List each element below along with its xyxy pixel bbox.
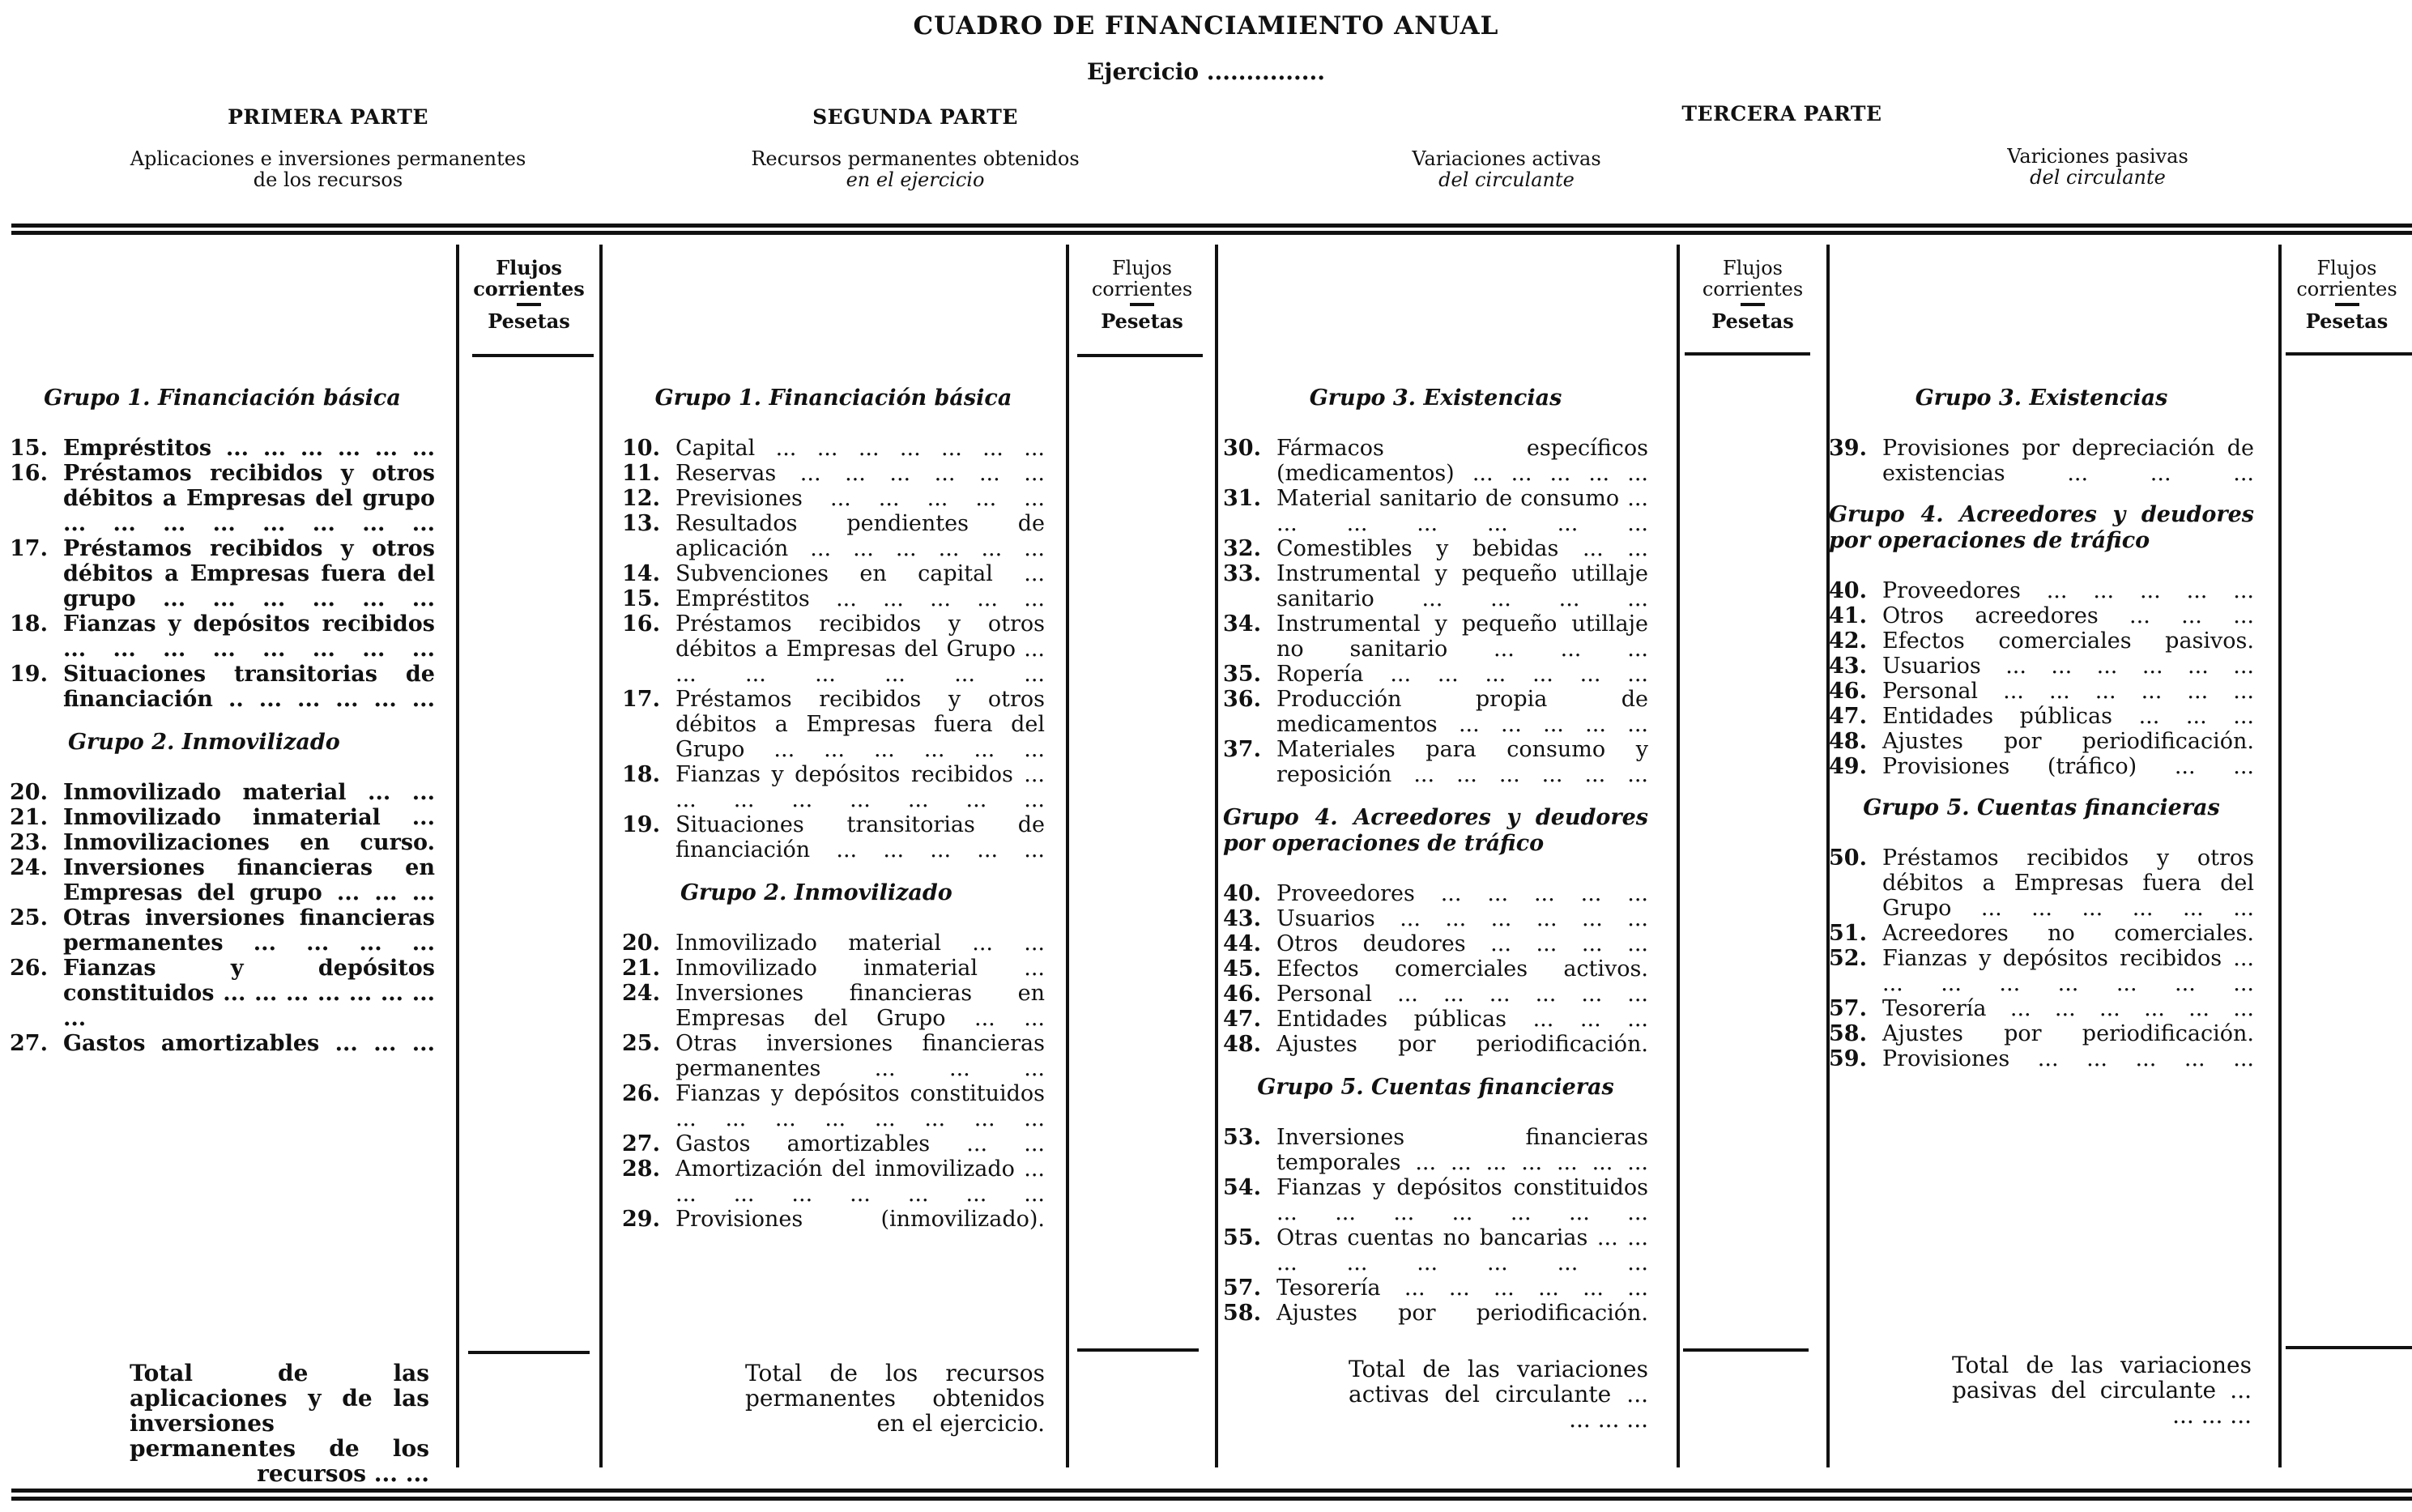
subtitle-line: Variaciones activas: [1412, 147, 1601, 170]
account-label: Préstamos recibidos y otros débitos a Empresas del grupo ... ... ... ... ... ... ... ...: [63, 461, 435, 536]
account-item: [1223, 662, 1648, 687]
account-number: 46.: [1829, 679, 1867, 704]
column-divider: [1677, 245, 1680, 1467]
top-rule: [11, 231, 2412, 235]
account-item: [1223, 737, 1648, 787]
account-label: Inversiones financieras en Empresas del Grupo ... ...: [675, 981, 1045, 1031]
total-rule: [2286, 1346, 2412, 1349]
account-number: 21.: [10, 805, 48, 830]
account-label: Previsiones ... ... ... ... ...: [675, 486, 1045, 511]
column-recursos: [622, 385, 1045, 1232]
account-number: 47.: [1829, 704, 1867, 729]
account-label: Proveedores ... ... ... ... ...: [1882, 578, 2254, 603]
group-heading: Grupo 1. Financiación básica: [44, 385, 401, 411]
account-label: Materiales para consumo y reposición ... ... ... ... ... ...: [1276, 737, 1648, 787]
account-item: [1829, 603, 2254, 628]
account-label: Instrumental y pequeño utillaje no sanitario ... ... ...: [1276, 611, 1648, 662]
account-label: Ajustes por periodificación.: [1276, 1032, 1648, 1057]
account-number: 41.: [1829, 603, 1867, 628]
flujos-underline: [1077, 354, 1203, 357]
item-list: [1223, 1125, 1648, 1326]
account-number: 52.: [1829, 946, 1867, 971]
account-number: 11.: [622, 461, 660, 486]
account-number: 34.: [1223, 611, 1261, 637]
pesetas-label: Pesetas: [2305, 309, 2389, 333]
account-number: 40.: [1223, 881, 1261, 906]
account-item: [622, 461, 1045, 486]
account-item: [10, 436, 435, 461]
account-number: 39.: [1829, 436, 1867, 461]
account-number: 15.: [622, 586, 660, 611]
account-item: [1829, 729, 2254, 754]
account-number: 27.: [10, 1031, 48, 1056]
account-item: [622, 436, 1045, 461]
flujos-header-3: [1680, 258, 1826, 332]
account-item: [1829, 845, 2254, 921]
account-item: [1223, 1007, 1648, 1032]
account-item: [1829, 1021, 2254, 1046]
account-label: Empréstitos ... ... ... ... ... ...: [63, 436, 435, 461]
bottom-rule: [11, 1497, 2412, 1501]
account-label: Usuarios ... ... ... ... ... ...: [1882, 654, 2254, 679]
account-item: [622, 1031, 1045, 1081]
group-heading: Grupo 5. Cuentas financieras: [1863, 795, 2220, 820]
account-number: 43.: [1223, 906, 1261, 931]
account-label: Efectos comerciales pasivos.: [1882, 628, 2254, 654]
account-label: Instrumental y pequeño utillaje sanitario ... ... ... ...: [1276, 561, 1648, 611]
account-item: [622, 931, 1045, 956]
account-label: Inversiones financieras en Empresas del grupo ... ... ...: [63, 855, 435, 905]
account-number: 35.: [1223, 662, 1261, 687]
account-label: Fianzas y depósitos constituidos ... ... ... ... ... ... ... ...: [63, 956, 435, 1031]
subtitle-line: Recursos permanentes obtenidos: [751, 147, 1080, 170]
account-number: 30.: [1223, 436, 1261, 461]
account-label: Otros acreedores ... ... ...: [1882, 603, 2254, 628]
account-item: [1223, 436, 1648, 486]
account-number: 25.: [622, 1031, 660, 1056]
account-number: 15.: [10, 436, 48, 461]
account-label: Préstamos recibidos y otros débitos a Empresas fuera del grupo ... ... ... ... ... ...: [63, 536, 435, 611]
account-label: Inversiones financieras temporales ... ... ... ... ... ... ...: [1276, 1125, 1648, 1175]
group-heading: Grupo 4. Acreedores y deudores por operaciones de tráfico: [1223, 805, 1648, 856]
account-number: 37.: [1223, 737, 1261, 762]
item-list: [1223, 881, 1648, 1057]
account-label: Préstamos recibidos y otros débitos a Empresas del Grupo ... ... ... ... ... ... ...: [675, 611, 1045, 687]
account-item: [1829, 704, 2254, 729]
account-label: Capital ... ... ... ... ... ... ...: [675, 436, 1045, 461]
dash-separator: [2335, 303, 2359, 306]
account-label: Comestibles y bebidas ... ...: [1276, 536, 1648, 561]
tercera-parte-label: TERCERA PARTE: [1681, 102, 1882, 126]
account-item: [622, 486, 1045, 511]
item-list: [622, 931, 1045, 1232]
group-heading: Grupo 2. Inmovilizado: [680, 880, 952, 905]
account-item: [622, 812, 1045, 862]
item-list: [622, 436, 1045, 862]
account-label: Gastos amortizables ... ...: [675, 1131, 1045, 1156]
account-label: Fármacos específicos (medicamentos) ... ... ... ... ...: [1276, 436, 1648, 486]
account-number: 19.: [622, 812, 660, 837]
account-number: 48.: [1829, 729, 1867, 754]
account-number: 32.: [1223, 536, 1261, 561]
account-label: Situaciones transitorias de financiación .. ... ... ... ... ...: [63, 662, 435, 712]
account-number: 16.: [622, 611, 660, 637]
account-item: [1223, 561, 1648, 611]
account-item: [1223, 931, 1648, 956]
account-number: 44.: [1223, 931, 1261, 956]
flujos-line: Flujos: [1112, 257, 1172, 279]
account-item: [1223, 1032, 1648, 1057]
account-label: Otras inversiones financieras permanentes ... ... ... ...: [63, 905, 435, 956]
account-number: 53.: [1223, 1125, 1261, 1150]
column-variaciones-pasivas: [1829, 385, 2254, 1071]
account-number: 58.: [1829, 1021, 1867, 1046]
flujos-underline: [472, 354, 594, 357]
account-item: [10, 611, 435, 662]
account-number: 13.: [622, 511, 660, 536]
account-number: 58.: [1223, 1301, 1261, 1326]
group-heading: Grupo 2. Inmovilizado: [68, 730, 340, 755]
account-number: 51.: [1829, 921, 1867, 946]
account-label: Resultados pendientes de aplicación ... ... ... ... ... ...: [675, 511, 1045, 561]
account-label: Provisiones (tráfico) ... ...: [1882, 754, 2254, 779]
account-number: 21.: [622, 956, 660, 981]
item-list: [10, 436, 435, 712]
account-item: [622, 1081, 1045, 1131]
account-number: 17.: [10, 536, 48, 561]
flujos-underline: [1685, 352, 1810, 356]
subtitle-line: Variciones pasivas: [2007, 145, 2188, 168]
account-number: 59.: [1829, 1046, 1867, 1071]
account-item: [10, 956, 435, 1031]
group-heading: Grupo 4. Acreedores y deudores por operaciones de tráfico: [1829, 502, 2254, 553]
account-label: Préstamos recibidos y otros débitos a Empresas fuera del Grupo ... ... ... ... ... ...: [1882, 845, 2254, 921]
account-item: [10, 536, 435, 611]
account-item: [1223, 881, 1648, 906]
dash-separator: [1130, 303, 1154, 306]
account-label: Ajustes por periodificación.: [1276, 1301, 1648, 1326]
account-number: 49.: [1829, 754, 1867, 779]
account-label: Otras cuentas no bancarias ... ... ... ... ... ... ... ...: [1276, 1225, 1648, 1276]
account-number: 55.: [1223, 1225, 1261, 1250]
item-list: [1829, 436, 2254, 486]
item-list: [1223, 436, 1648, 787]
account-item: [622, 586, 1045, 611]
account-item: [10, 805, 435, 830]
column-divider: [599, 245, 603, 1467]
account-number: 45.: [1223, 956, 1261, 982]
account-label: Tesorería ... ... ... ... ... ...: [1882, 996, 2254, 1021]
account-number: 33.: [1223, 561, 1261, 586]
account-label: Provisiones por depreciación de existencias ... ... ...: [1882, 436, 2254, 486]
account-number: 19.: [10, 662, 48, 687]
account-label: Fianzas y depósitos recibidos ... ... ... ... ... ... ... ...: [63, 611, 435, 662]
account-number: 47.: [1223, 1007, 1261, 1032]
account-item: [1829, 754, 2254, 779]
top-rule: [11, 224, 2412, 228]
account-label: Fianzas y depósitos recibidos ... ... ... ... ... ... ... ...: [1882, 946, 2254, 996]
account-number: 29.: [622, 1207, 660, 1232]
account-label: Provisiones (inmovilizado).: [675, 1207, 1045, 1232]
flujos-line: corrientes: [473, 277, 585, 300]
account-label: Entidades públicas ... ... ...: [1882, 704, 2254, 729]
account-item: [622, 687, 1045, 762]
column-divider: [1215, 245, 1218, 1467]
column-divider: [456, 245, 459, 1467]
account-number: 40.: [1829, 578, 1867, 603]
account-number: 24.: [10, 855, 48, 880]
flujos-line: Flujos: [2316, 257, 2377, 279]
account-item: [1829, 996, 2254, 1021]
account-number: 46.: [1223, 982, 1261, 1007]
account-item: [1829, 679, 2254, 704]
flujos-line: Flujos: [1723, 257, 1783, 279]
group-heading: Grupo 3. Existencias: [1309, 385, 1562, 411]
account-number: 28.: [622, 1156, 660, 1182]
account-number: 43.: [1829, 654, 1867, 679]
total-aplicaciones: Total de las aplicaciones y de las inversiones permanentes de los recursos ... ...: [130, 1360, 429, 1487]
account-item: [622, 1207, 1045, 1232]
account-number: 42.: [1829, 628, 1867, 654]
account-number: 14.: [622, 561, 660, 586]
flujos-underline: [2286, 352, 2412, 356]
primera-parte-label: PRIMERA PARTE: [228, 105, 428, 129]
account-number: 48.: [1223, 1032, 1261, 1057]
account-label: Proveedores ... ... ... ... ...: [1276, 881, 1648, 906]
account-label: Usuarios ... ... ... ... ... ...: [1276, 906, 1648, 931]
segunda-parte-subtitle: [551, 148, 1280, 190]
pesetas-label: Pesetas: [488, 309, 570, 333]
account-label: Situaciones transitorias de financiación ... ... ... ... ...: [675, 812, 1045, 862]
account-label: Reservas ... ... ... ... ... ...: [675, 461, 1045, 486]
account-number: 20.: [622, 931, 660, 956]
account-number: 54.: [1223, 1175, 1261, 1200]
total-variaciones-activas: Total de las variaciones activas del circulante ... ... ... ...: [1349, 1356, 1648, 1433]
account-item: [1223, 906, 1648, 931]
account-number: 18.: [622, 762, 660, 787]
account-label: Fianzas y depósitos recibidos ... ... ... ... ... ... ... ...: [675, 762, 1045, 812]
account-number: 23.: [10, 830, 48, 855]
total-variaciones-pasivas: Total de las variaciones pasivas del circulante ... ... ... ...: [1952, 1352, 2252, 1429]
flujos-line: corrientes: [1702, 278, 1804, 300]
dash-separator: [517, 303, 541, 306]
account-number: 16.: [10, 461, 48, 486]
ejercicio-label: Ejercicio ...............: [1086, 58, 1326, 85]
account-number: 50.: [1829, 845, 1867, 871]
flujos-header-2: [1069, 258, 1215, 332]
total-rule: [1077, 1348, 1199, 1352]
variaciones-pasivas-subtitle: [1855, 146, 2341, 188]
account-label: Préstamos recibidos y otros débitos a Empresas fuera del Grupo ... ... ... ... ... ...: [675, 687, 1045, 762]
account-number: 57.: [1829, 996, 1867, 1021]
account-label: Tesorería ... ... ... ... ... ...: [1276, 1276, 1648, 1301]
total-recursos: Total de los recursos permanentes obtenidos en el ejercicio.: [745, 1360, 1045, 1437]
account-number: 36.: [1223, 687, 1261, 712]
account-label: Ajustes por periodificación.: [1882, 729, 2254, 754]
account-label: Gastos amortizables ... ... ...: [63, 1031, 435, 1056]
column-variaciones-activas: [1223, 385, 1648, 1326]
document-title: CUADRO DE FINANCIAMIENTO ANUAL: [913, 11, 1499, 40]
account-number: 12.: [622, 486, 660, 511]
subtitle-line: del circulante: [2030, 166, 2166, 189]
account-item: [1223, 956, 1648, 982]
account-item: [1223, 536, 1648, 561]
item-list: [1829, 845, 2254, 1071]
account-item: [1829, 654, 2254, 679]
flujos-line: Flujos: [496, 256, 562, 279]
account-item: [1223, 1301, 1648, 1326]
account-number: 26.: [622, 1081, 660, 1106]
account-item: [1223, 611, 1648, 662]
account-item: [1829, 921, 2254, 946]
total-rule: [1683, 1348, 1809, 1352]
account-label: Otros deudores ... ... ... ...: [1276, 931, 1648, 956]
account-item: [1223, 486, 1648, 536]
account-number: 24.: [622, 981, 660, 1006]
group-heading: Grupo 5. Cuentas financieras: [1257, 1075, 1614, 1100]
subtitle-line: del circulante: [1438, 168, 1575, 191]
column-aplicaciones: [10, 385, 435, 1056]
subtitle-line: en el ejercicio: [846, 168, 985, 191]
group-heading: Grupo 3. Existencias: [1915, 385, 2168, 411]
account-label: Inmovilizado inmaterial ...: [63, 805, 435, 830]
account-item: [1829, 436, 2254, 486]
account-label: Inmovilizado material ... ...: [63, 780, 435, 805]
account-item: [622, 511, 1045, 561]
account-item: [1829, 1046, 2254, 1071]
account-item: [10, 780, 435, 805]
flujos-line: corrientes: [2296, 278, 2397, 300]
account-number: 57.: [1223, 1276, 1261, 1301]
account-number: 31.: [1223, 486, 1261, 511]
account-label: Ropería ... ... ... ... ... ...: [1276, 662, 1648, 687]
subtitle-line: Aplicaciones e inversiones permanentes: [130, 147, 526, 170]
account-number: 26.: [10, 956, 48, 981]
account-item: [10, 830, 435, 855]
account-item: [10, 662, 435, 712]
segunda-parte-label: SEGUNDA PARTE: [812, 105, 1018, 129]
account-item: [1829, 628, 2254, 654]
account-label: Inmovilizado inmaterial ...: [675, 956, 1045, 981]
column-divider: [1066, 245, 1069, 1467]
pesetas-label: Pesetas: [1101, 309, 1183, 333]
account-item: [622, 956, 1045, 981]
bottom-rule: [11, 1489, 2412, 1493]
account-item: [1829, 946, 2254, 996]
account-item: [622, 762, 1045, 812]
column-divider: [2278, 245, 2282, 1467]
account-label: Personal ... ... ... ... ... ...: [1882, 679, 2254, 704]
account-number: 18.: [10, 611, 48, 637]
account-label: Acreedores no comerciales.: [1882, 921, 2254, 946]
account-label: Provisiones ... ... ... ... ...: [1882, 1046, 2254, 1071]
account-item: [622, 1156, 1045, 1207]
account-label: Subvenciones en capital ...: [675, 561, 1045, 586]
account-label: Material sanitario de consumo ... ... ... ... ... ... ...: [1276, 486, 1648, 536]
account-item: [1223, 1276, 1648, 1301]
item-list: [10, 780, 435, 1056]
flujos-header-4: [2282, 258, 2412, 332]
account-label: Efectos comerciales activos.: [1276, 956, 1648, 982]
account-label: Amortización del inmovilizado ... ... ... ... ... ... ... ...: [675, 1156, 1045, 1207]
pesetas-label: Pesetas: [1711, 309, 1794, 333]
account-label: Inmovilizaciones en curso.: [63, 830, 435, 855]
account-item: [10, 855, 435, 905]
account-label: Fianzas y depósitos constituidos ... ... ... ... ... ... ...: [1276, 1175, 1648, 1225]
account-number: 25.: [10, 905, 48, 931]
account-item: [1223, 1125, 1648, 1175]
account-number: 17.: [622, 687, 660, 712]
account-item: [1223, 1175, 1648, 1225]
account-item: [10, 461, 435, 536]
account-label: Inmovilizado material ... ...: [675, 931, 1045, 956]
flujos-line: corrientes: [1091, 278, 1193, 300]
flujos-header-1: [459, 258, 599, 332]
subtitle-line: de los recursos: [253, 168, 403, 191]
account-item: [622, 981, 1045, 1031]
account-item: [622, 611, 1045, 687]
account-number: 10.: [622, 436, 660, 461]
account-item: [10, 1031, 435, 1056]
account-number: 27.: [622, 1131, 660, 1156]
account-item: [622, 561, 1045, 586]
account-label: Entidades públicas ... ... ...: [1276, 1007, 1648, 1032]
account-item: [1829, 578, 2254, 603]
group-heading: Grupo 1. Financiación básica: [654, 385, 1012, 411]
account-number: 20.: [10, 780, 48, 805]
total-rule: [468, 1351, 590, 1354]
account-label: Personal ... ... ... ... ... ...: [1276, 982, 1648, 1007]
item-list: [1829, 578, 2254, 779]
account-item: [1223, 687, 1648, 737]
account-item: [10, 905, 435, 956]
account-item: [622, 1131, 1045, 1156]
account-label: Otras inversiones financieras permanentes ... ... ...: [675, 1031, 1045, 1081]
account-item: [1223, 982, 1648, 1007]
account-label: Producción propia de medicamentos ... ... ... ... ...: [1276, 687, 1648, 737]
account-label: Fianzas y depósitos constituidos ... ... ... ... ... ... ... ...: [675, 1081, 1045, 1131]
dash-separator: [1741, 303, 1765, 306]
variaciones-activas-subtitle: [1264, 148, 1749, 190]
account-label: Ajustes por periodificación.: [1882, 1021, 2254, 1046]
account-item: [1223, 1225, 1648, 1276]
account-label: Empréstitos ... ... ... ... ...: [675, 586, 1045, 611]
